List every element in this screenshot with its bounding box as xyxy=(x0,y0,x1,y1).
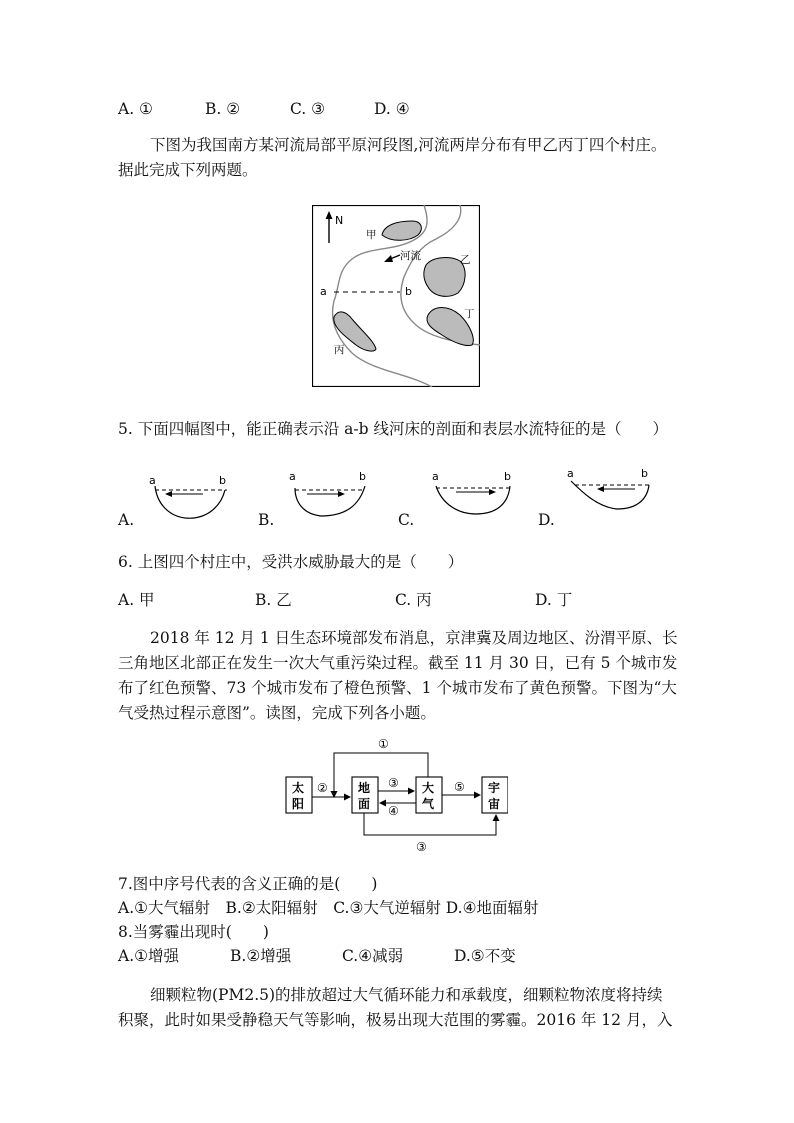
svg-text:b: b xyxy=(359,470,366,483)
q6-option-d: D. 丁 xyxy=(535,591,573,609)
universe-label-2: 宙 xyxy=(488,797,501,811)
q5-option-b: B. xyxy=(258,511,275,529)
label-n2: ② xyxy=(317,781,328,795)
atmosphere-label-1: 大 xyxy=(422,781,435,795)
svg-text:a: a xyxy=(432,470,439,483)
q8-option-a: A.①增强 xyxy=(118,947,180,965)
q5-option-a: A. xyxy=(118,511,135,529)
village-yi-label: 乙 xyxy=(460,254,471,266)
q5-option-d: D. xyxy=(538,511,555,529)
intro2-line2: 三角地区北部正在发生一次大气重污染过程。截至 11 月 30 日，已有 5 个城市发 xyxy=(118,654,678,672)
village-jia-label: 甲 xyxy=(366,229,377,241)
ground-label-1: 地 xyxy=(358,781,371,795)
q7-stem: 7.图中序号代表的含义正确的是( ) xyxy=(118,875,378,893)
q5-option-c: C. xyxy=(398,511,415,529)
q6-option-a: A. 甲 xyxy=(118,591,155,609)
q5-stem: 5. 下面四幅图中，能正确表示沿 a-b 线河床的剖面和表层水流特征的是（ ） xyxy=(118,420,668,438)
svg-text:b: b xyxy=(219,474,226,487)
label-n5: ⑤ xyxy=(454,780,465,794)
river-label: 河流 xyxy=(400,250,421,262)
ground-label-2: 面 xyxy=(358,797,371,811)
sun-label-2: 阳 xyxy=(292,797,305,811)
q4-option-c: C. ③ xyxy=(290,100,326,118)
village-ding-label: 丁 xyxy=(464,308,475,320)
intro1-line1: 下图为我国南方某河流局部平原河段图,河流两岸分布有甲乙丙丁四个村庄。 xyxy=(150,136,667,154)
svg-text:a: a xyxy=(289,470,296,483)
svg-text:b: b xyxy=(641,467,648,480)
intro2-line4: 气受热过程示意图”。读图，完成下列各小题。 xyxy=(118,704,436,722)
q5-profile-a xyxy=(145,470,235,526)
q6-option-c: C. 丙 xyxy=(395,591,432,609)
point-a-label: a xyxy=(320,285,327,298)
atmosphere-label-2: 气 xyxy=(422,797,435,811)
intro1-line2: 据此完成下列两题。 xyxy=(118,161,258,179)
q4-option-b: B. ② xyxy=(205,100,241,118)
intro3-line1: 细颗粒物(PM2.5)的排放超过大气循环能力和承载度，细颗粒物浓度将持续 xyxy=(150,986,663,1004)
q8-option-b: B.②增强 xyxy=(230,947,292,965)
q5-profile-c xyxy=(428,466,518,526)
arrow-1 xyxy=(334,753,428,797)
svg-text:b: b xyxy=(504,470,511,483)
river-map-figure xyxy=(312,205,480,387)
village-bing-label: 丙 xyxy=(334,344,345,356)
q8-stem: 8.当雾霾出现时( ) xyxy=(118,923,269,941)
label-n4: ④ xyxy=(388,804,399,818)
q7-options: A.①大气辐射 B.②太阳辐射 C.③大气逆辐射 D.④地面辐射 xyxy=(118,899,539,917)
intro3-line2: 积聚，此时如果受静稳天气等影响，极易出现大范围的雾霾。2016 年 12 月，入 xyxy=(118,1011,673,1029)
q8-option-d: D.⑤不变 xyxy=(454,947,516,965)
label-n1: ① xyxy=(378,737,389,751)
q4-option-a: A. ① xyxy=(118,100,153,118)
intro2-line3: 布了红色预警、73 个城市发布了橙色预警、1 个城市发布了黄色预警。下图为“大 xyxy=(118,679,677,697)
q5-profile-d xyxy=(563,463,659,525)
svg-text:a: a xyxy=(567,467,574,480)
arrow-3-bottom xyxy=(364,813,496,835)
q5-profile-b xyxy=(285,466,375,526)
point-b-label: b xyxy=(405,285,412,298)
q4-option-d: D. ④ xyxy=(374,100,410,118)
intro2-line1: 2018 年 12 月 1 日生态环境部发布消息，京津冀及周边地区、汾渭平原、长 xyxy=(150,629,678,647)
label-n3-bottom: ③ xyxy=(416,840,427,854)
svg-text:a: a xyxy=(149,474,156,487)
label-n3-top: ③ xyxy=(388,776,399,790)
sun-label-1: 太 xyxy=(292,781,305,795)
q6-stem: 6. 上图四个村庄中，受洪水威胁最大的是（ ） xyxy=(118,553,464,571)
heat-process-diagram xyxy=(282,735,508,855)
north-label: N xyxy=(335,214,344,227)
q6-option-b: B. 乙 xyxy=(255,591,292,609)
q8-option-c: C.④减弱 xyxy=(342,947,404,965)
universe-label-1: 宇 xyxy=(488,781,501,795)
